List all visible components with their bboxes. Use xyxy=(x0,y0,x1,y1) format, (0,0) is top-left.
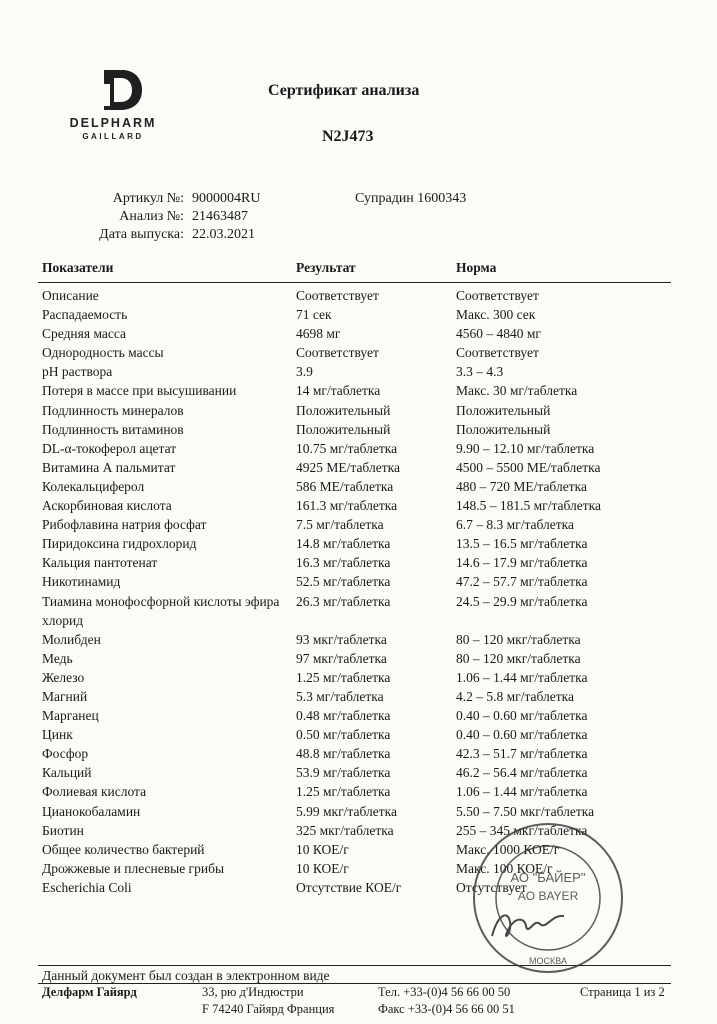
document-title: Сертификат анализа xyxy=(268,82,420,99)
result-cell: 71 сек xyxy=(296,307,332,323)
indicator-cell: Распадаемость xyxy=(42,307,128,323)
table-row xyxy=(0,515,717,534)
result-cell: 586 МЕ/таблетка xyxy=(296,478,394,494)
indicator-cell: Кальция пантотенат xyxy=(42,555,158,571)
indicator-cell: Кальций xyxy=(42,765,92,781)
table-row xyxy=(0,324,717,343)
result-cell: Соответствует xyxy=(296,288,379,303)
result-cell: 97 мкг/таблетка xyxy=(296,650,387,666)
result-cell: 161.3 мг/таблетка xyxy=(296,498,398,514)
indicator-cell: Средняя масса xyxy=(42,326,127,342)
table-row xyxy=(0,458,717,477)
norm-cell: Соответствует xyxy=(456,345,539,361)
norm-cell: 0.40 – 0.60 мг/таблетка xyxy=(456,708,588,724)
indicator-cell: Молибден xyxy=(42,631,101,647)
result-cell: Соответствует xyxy=(296,345,379,361)
table-row xyxy=(0,763,717,782)
indicator-cell: Железо xyxy=(42,669,85,685)
norm-cell: Макс. 30 мг/таблетка xyxy=(456,383,578,399)
result-cell: 0.48 мг/таблетка xyxy=(296,708,391,724)
indicator-cell: Escherichia Coli xyxy=(42,879,132,895)
norm-cell: 148.5 – 181.5 мг/таблетка xyxy=(456,498,602,514)
table-row xyxy=(0,630,717,649)
table-row xyxy=(0,401,717,420)
norm-cell: 13.5 – 16.5 мг/таблетка xyxy=(456,536,588,552)
table-row xyxy=(0,782,717,801)
table-row xyxy=(0,305,717,324)
logo-subtitle: GAILLARD xyxy=(82,132,144,141)
indicator-cell: Биотин xyxy=(42,822,84,838)
result-cell: 4698 мг xyxy=(296,326,341,342)
header-result: Результат xyxy=(296,260,356,275)
norm-cell: 46.2 – 56.4 мг/таблетка xyxy=(456,765,588,781)
norm-cell: 6.7 – 8.3 мг/таблетка xyxy=(456,517,575,533)
norm-cell: 1.06 – 1.44 мг/таблетка xyxy=(456,784,588,800)
table-row xyxy=(0,668,717,687)
indicator-cell: Пиридоксина гидрохлорид xyxy=(42,536,197,552)
footer-page-number: Страница 1 из 2 xyxy=(580,985,665,999)
result-cell: 5.99 мкг/таблетка xyxy=(296,803,397,819)
footer-note: Данный документ был создан в электронном виде xyxy=(42,968,330,983)
indicator-cell: Аскорбиновая кислота xyxy=(42,498,172,514)
result-cell: 26.3 мг/таблетка xyxy=(296,593,391,609)
indicator-cell: Никотинамид xyxy=(42,574,121,590)
indicator-cell: pH раствора xyxy=(42,364,113,380)
footer-address-line2: F 74240 Гайярд Франция xyxy=(202,1002,335,1016)
result-cell: 7.5 мг/таблетка xyxy=(296,517,384,533)
norm-cell: Отсутствует xyxy=(456,879,527,895)
indicator-cell: Описание xyxy=(42,288,99,303)
indicator-cell: Марганец xyxy=(42,708,99,724)
header-rule xyxy=(38,282,671,283)
indicator-cell: Медь xyxy=(42,650,73,666)
result-cell: 1.25 мг/таблетка xyxy=(296,784,391,800)
footer-fax: Факс +33-(0)4 56 66 00 51 xyxy=(378,1002,515,1016)
norm-cell: 42.3 – 51.7 мг/таблетка xyxy=(456,746,588,762)
meta-block xyxy=(60,191,372,245)
norm-cell: 3.3 – 4.3 xyxy=(456,364,504,380)
table-row xyxy=(0,362,717,381)
result-cell: 93 мкг/таблетка xyxy=(296,631,387,647)
norm-cell: 9.90 – 12.10 мг/таблетка xyxy=(456,440,595,456)
norm-cell: 0.40 – 0.60 мг/таблетка xyxy=(456,727,588,743)
table-row xyxy=(0,439,717,458)
indicator-cell: Общее количество бактерий xyxy=(42,841,205,857)
document-code: N2J473 xyxy=(322,128,374,145)
norm-cell: 4.2 – 5.8 мг/таблетка xyxy=(456,688,575,704)
indicator-cell: Цинк xyxy=(42,727,73,743)
table-row xyxy=(0,534,717,553)
result-cell: 10 КОЕ/г xyxy=(296,841,349,857)
indicator-cell: Подлинность витаминов xyxy=(42,421,184,437)
table-row xyxy=(0,286,717,305)
result-cell: Отсутствие КОЕ/г xyxy=(296,879,402,895)
norm-cell: 47.2 – 57.7 мг/таблетка xyxy=(456,574,588,590)
indicator-cell: Цианокобаламин xyxy=(42,803,141,819)
footer-address: 33, рю д'Индюстри xyxy=(202,985,304,999)
stamp-city: МОСКВА xyxy=(529,956,567,966)
norm-cell: Макс. 100 КОЕ/г xyxy=(456,860,553,876)
result-cell: 10.75 мг/таблетка xyxy=(296,440,398,456)
result-cell: 5.3 мг/таблетка xyxy=(296,688,384,704)
result-cell: 48.8 мг/таблетка xyxy=(296,746,391,762)
indicator-cell: Рибофлавина натрия фосфат xyxy=(42,517,207,533)
table-row xyxy=(0,496,717,515)
result-cell: 3.9 xyxy=(296,364,313,380)
indicator-cell: Однородность массы xyxy=(42,345,164,361)
meta-label: Анализ №: xyxy=(119,209,184,224)
indicator-cell: Дрожжевые и плесневые грибы xyxy=(42,860,225,876)
norm-cell: 24.5 – 29.9 мг/таблетка xyxy=(456,593,588,609)
norm-cell: Соответствует xyxy=(456,288,539,303)
meta-row-article xyxy=(60,191,372,209)
company-logo xyxy=(38,66,188,146)
results-table xyxy=(0,286,717,897)
norm-cell: Макс. 300 сек xyxy=(456,307,536,323)
delpharm-logo-icon xyxy=(96,66,144,114)
indicator-cell: Тиамина монофосфорной кислоты эфира хлорид xyxy=(42,593,280,628)
indicator-cell: Витамина А пальмитат xyxy=(42,459,176,475)
table-row xyxy=(0,687,717,706)
indicator-cell: Фосфор xyxy=(42,746,89,762)
footer-company: Делфарм Гайярд xyxy=(42,985,137,999)
company-stamp xyxy=(468,818,628,978)
result-cell: 0.50 мг/таблетка xyxy=(296,727,391,743)
table-row xyxy=(0,381,717,400)
norm-cell: 80 – 120 мкг/таблетка xyxy=(456,650,581,666)
table-row xyxy=(0,343,717,362)
indicator-cell: Колекальциферол xyxy=(42,478,145,494)
result-cell: 16.3 мг/таблетка xyxy=(296,555,391,571)
indicator-cell: Подлинность минералов xyxy=(42,402,184,418)
indicator-cell: Магний xyxy=(42,688,88,704)
table-row xyxy=(0,477,717,496)
footer-phone: Тел. +33-(0)4 56 66 00 50 xyxy=(378,985,511,999)
meta-value: 22.03.2021 xyxy=(192,227,255,242)
table-row xyxy=(0,725,717,744)
meta-label: Артикул №: xyxy=(112,191,184,206)
result-cell: Положительный xyxy=(296,402,391,418)
indicator-cell: DL-α-токоферол ацетат xyxy=(42,440,177,456)
header-indicators: Показатели xyxy=(42,260,114,275)
meta-row-release-date xyxy=(60,227,372,245)
norm-cell: 255 – 345 мкг/таблетка xyxy=(456,822,588,838)
norm-cell: 80 – 120 мкг/таблетка xyxy=(456,631,581,647)
result-cell: 325 мкг/таблетка xyxy=(296,822,394,838)
result-cell: 14.8 мг/таблетка xyxy=(296,536,391,552)
norm-cell: 14.6 – 17.9 мг/таблетка xyxy=(456,555,588,571)
signature-icon xyxy=(492,915,564,936)
norm-cell: Положительный xyxy=(456,402,551,418)
product-name: Супрадин 1600343 xyxy=(355,191,467,206)
table-row xyxy=(0,649,717,668)
result-cell: 4925 МЕ/таблетка xyxy=(296,459,400,475)
stamp-company-en: AO BAYER xyxy=(517,889,579,903)
table-row xyxy=(0,553,717,572)
norm-cell: Макс. 1000 КОЕ/г xyxy=(456,841,560,857)
meta-row-analysis xyxy=(60,209,372,227)
norm-cell: 4500 – 5500 МЕ/таблетка xyxy=(456,459,601,475)
meta-label: Дата выпуска: xyxy=(99,227,184,242)
result-cell: 1.25 мг/таблетка xyxy=(296,669,391,685)
norm-cell: 1.06 – 1.44 мг/таблетка xyxy=(456,669,588,685)
table-row xyxy=(0,706,717,725)
table-row xyxy=(0,592,717,630)
result-cell: Положительный xyxy=(296,421,391,437)
meta-value: 9000004RU xyxy=(192,191,261,206)
norm-cell: 5.50 – 7.50 мкг/таблетка xyxy=(456,803,595,819)
norm-cell: 480 – 720 МЕ/таблетка xyxy=(456,478,587,494)
result-cell: 53.9 мг/таблетка xyxy=(296,765,391,781)
result-cell: 14 мг/таблетка xyxy=(296,383,381,399)
logo-name: DELPHARM xyxy=(69,116,157,130)
norm-cell: Положительный xyxy=(456,421,551,437)
norm-cell: 4560 – 4840 мг xyxy=(456,326,541,342)
result-cell: 10 КОЕ/г xyxy=(296,860,349,876)
header-norm: Норма xyxy=(456,260,497,275)
stamp-company: АО "БАЙЕР" xyxy=(510,870,586,885)
table-row xyxy=(0,572,717,591)
indicator-cell: Потеря в массе при высушивании xyxy=(42,383,237,399)
table-row xyxy=(0,420,717,439)
footer-rule-2 xyxy=(38,983,671,984)
meta-value: 21463487 xyxy=(192,209,248,224)
table-row xyxy=(0,744,717,763)
indicator-cell: Фолиевая кислота xyxy=(42,784,147,800)
result-cell: 52.5 мг/таблетка xyxy=(296,574,391,590)
